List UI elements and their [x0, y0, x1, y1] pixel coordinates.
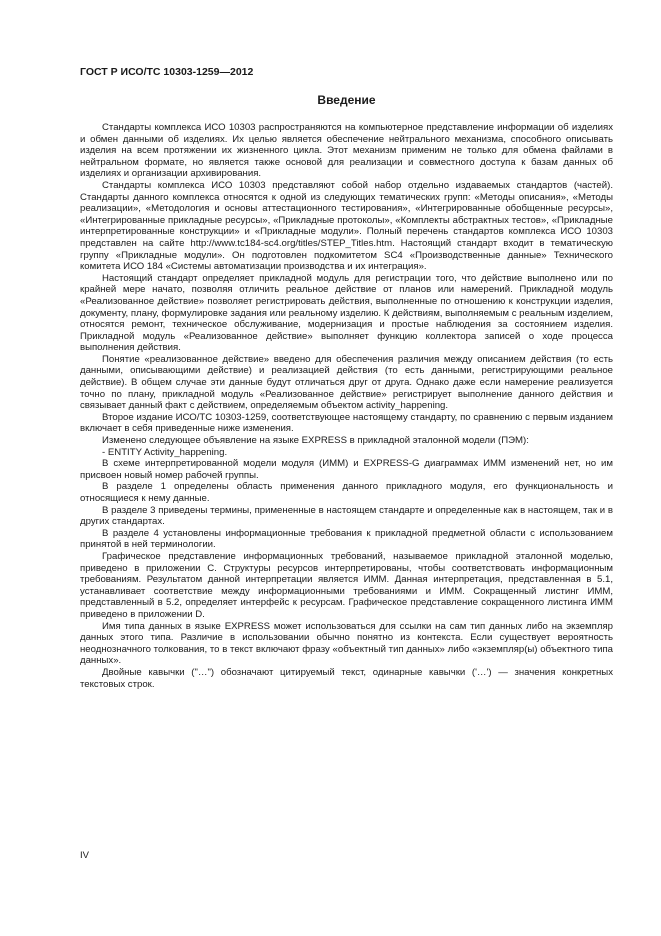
page-header: ГОСТ Р ИСО/ТС 10303-1259—2012	[80, 66, 254, 78]
paragraph: Двойные кавычки ("…") обозначают цитируемый текст, одинарные кавычки ('…') — значения конкретных текстовых строк.	[80, 666, 613, 690]
paragraph: Второе издание ИСО/ТС 10303-1259, соответствующее настоящему стандарту, по сравнению с первым изданием включает в себя приведенные ниже изменения.	[80, 411, 613, 435]
section-title	[0, 93, 661, 107]
page-number: IV	[80, 850, 89, 861]
paragraph: Настоящий стандарт определяет прикладной модуль для регистрации того, что действие выполнено или по крайней мере начато, позволяя отличить реальное действие от планов или намерений. Прикладной модуль «Реализованное действие» позволяет регистрировать действия, выполненные по отношению к конструкции изделия, документу, плану, формулировке задания или реальному изделию. К действиям, выполняемым с реальным изделием, относятся ремонт, техническое обслуживание, модернизация и простые наблюдения за состоянием изделия. Прикладной модуль «Реализованное действие» выполняет функцию коллектора записей о ходе процесса выполнения действия.	[80, 272, 613, 354]
paragraph: Понятие «реализованное действие» введено для обеспечения различия между описанием действия (то есть данными, описывающими действие) и реализацией действия (то есть данными, регистрирующими реальное действие). В общем случае эти данные будут отличаться друг от друга. Однако даже если намерение реализуется точно по плану, прикладной модуль «Реализованное действие» регистрирует выполнение данного действия и связывает данный факт с действием, определяемым объектом activity_happening.	[80, 353, 613, 412]
paragraph: Имя типа данных в языке EXPRESS может использоваться для ссылки на сам тип данных либо на экземпляр данных этого типа. Различие в использовании обычно понятно из контекста. Если существует вероятность неоднозначного толкования, то в текст включают фразу «объектный тип данных» либо «экземпляр(ы) объектного типа данных».	[80, 620, 613, 667]
paragraph: В разделе 4 установлены информационные требования к прикладной предметной области с использованием принятой в ней терминологии.	[80, 527, 613, 551]
section-title-text: Введение	[317, 93, 376, 107]
paragraph: В разделе 1 определены область применения данного прикладного модуля, его функциональность и относящиеся к нему данные.	[80, 481, 613, 504]
paragraph: - ENTITY Activity_happening.	[102, 446, 228, 458]
body-text	[80, 122, 613, 690]
paragraph: Графическое представление информационных требований, называемое прикладной эталонной моделью, приведено в приложении С. Структуры ресурсов интерпретированы, чтобы соответствовать информационным требованиям. Результатом данной интерпретации является ИММ. Данная интерпретация, представленная в 5.1, устанавливает соответствие между информационными требованиями и ИММ. Сокращенный листинг ИММ, представленный в 5.2, определяет интерфейс к ресурсам. Графическое представление сокращенного листинга ИММ приведено в приложении D.	[80, 550, 613, 620]
paragraph: В разделе 3 приведены термины, примененные в настоящем стандарте и определенные как в настоящем, так и в других стандартах.	[80, 504, 613, 528]
paragraph: Изменено следующее объявление на языке EXPRESS в прикладной эталонной модели (ПЭМ):	[102, 435, 529, 447]
paragraph: Стандарты комплекса ИСО 10303 распространяются на компьютерное представление информации об изделиях и обмен данными об изделиях. Их целью является обеспечение нейтрального механизма, способного описывать изделия на всем протяжении их жизненного цикла. Этот механизм применим не только для обмена файлами в нейтральном формате, но является также основой для реализации и совместного доступа к базам данных об изделиях и организации архивирования.	[80, 122, 613, 180]
paragraph: Стандарты комплекса ИСО 10303 представляют собой набор отдельно издаваемых стандартов (частей). Стандарты данного комплекса относятся к одной из следующих тематических групп: «Методы описания», «Методы реализации», «Методология и основы аттестационного тестирования», «Интегрированные обобщенные ресурсы», «Интегрированные прикладные ресурсы», «Прикладные протоколы», «Комплекты абстрактных тестов», «Прикладные интерпретированные конструкции» и «Прикладные модули». Полный перечень стандартов комплекса ИСО 10303 представлен на сайте http://www.tc184-sc4.org/titles/STEP_Titles.htm. Настоящий стандарт входит в тематическую группу «Прикладные модули». Он подготовлен подкомитетом SC4 «Производственные данные» Технического комитета ИСО 184 «Системы автоматизации производства и их интеграция».	[80, 179, 613, 273]
paragraph: В схеме интерпретированной модели модуля (ИММ) и EXPRESS-G диаграммах ИММ изменений нет, но им присвоен новый номер рабочей группы.	[80, 458, 613, 481]
